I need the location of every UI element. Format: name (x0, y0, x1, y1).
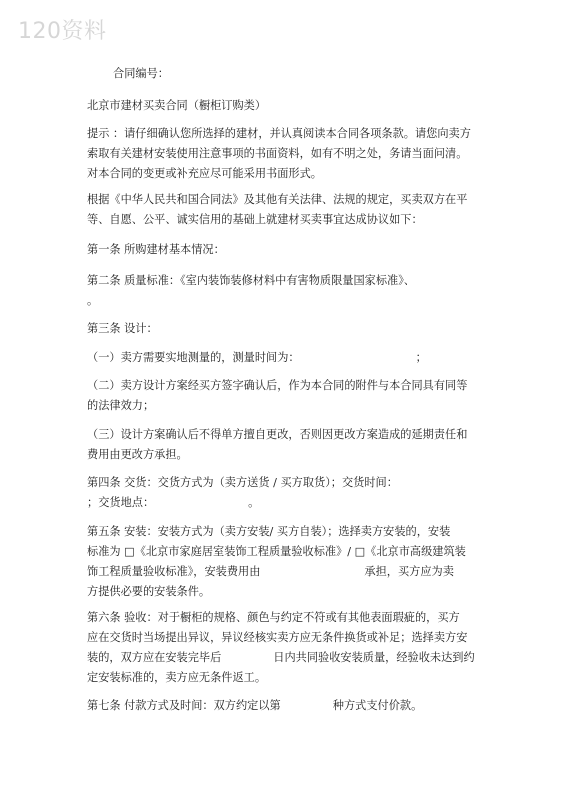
article-3-clause-1: （一）卖方需要实地测量的，测量时间为： ； (87, 351, 427, 364)
article-7: 第七条 付款方式及时间：双方约定以第 种方式支付价款。 (87, 699, 423, 712)
notice-paragraph: 提示 ：请仔细确认您所选择的建材，并认真阅读本合同各项条款。请您向卖方 索取有关建材安装使用注意事项的书面资料，如有不明之处，务请当面问清。 对本合同的变更或补充应尽可能采用书面形式。 (87, 127, 471, 180)
contract-title: 北京市建材买卖合同（橱柜订购类） (87, 99, 267, 112)
article-1: 第一条 所购建材基本情况： (87, 243, 225, 256)
article-3: 第三条 设计： (87, 322, 158, 335)
article-3-clause-3: （三）设计方案确认后不得单方擅自更改，否则因更改方案造成的延期责任和 费用由更改方承担。 (87, 428, 468, 461)
article-5: 第五条 安装：安装方式为（卖方安装/ 买方自装）；选择卖方安装的，安装 标准为 □《北京市家庭居室装饰工程质量验收标准》/ □《北京市高级建筑装 饰工程质量验收标准》，安装费用由 承担，买方应为卖 方提供必要的安装条件。 (87, 525, 466, 598)
preamble-paragraph: 根据《中华人民共和国合同法》及其他有关法律、法规的规定，买卖双方在平 等、自愿、公平、诚实信用的基础上就建材买卖事宜达成协议如下： (87, 193, 468, 226)
contract-number-label: 合同编号： (113, 67, 169, 80)
article-2: 第二条 质量标准：《室内装饰装修材料中有害物质限量国家标准》、 。 (87, 274, 415, 307)
article-6: 第六条 验收：对于橱柜的规格、颜色与约定不符或有其他表面瑕疵的，买方 应在交货时当场提出异议，异议经核实卖方应无条件换货或补足；选择卖方安 装的，双方应在安装完毕后 日内共同验收安装质量，经验收未达到约 定安装标准的，卖方应无条件返工。 (87, 611, 475, 684)
watermark: 120资料 (18, 19, 107, 44)
article-4: 第四条 交货：交货方式为（卖方送货 / 买方取货）；交货时间： ；交货地点： 。 (87, 476, 398, 509)
article-3-clause-2: （二）卖方设计方案经买方签字确认后，作为本合同的附件与本合同具有同等 的法律效力； (87, 379, 468, 412)
